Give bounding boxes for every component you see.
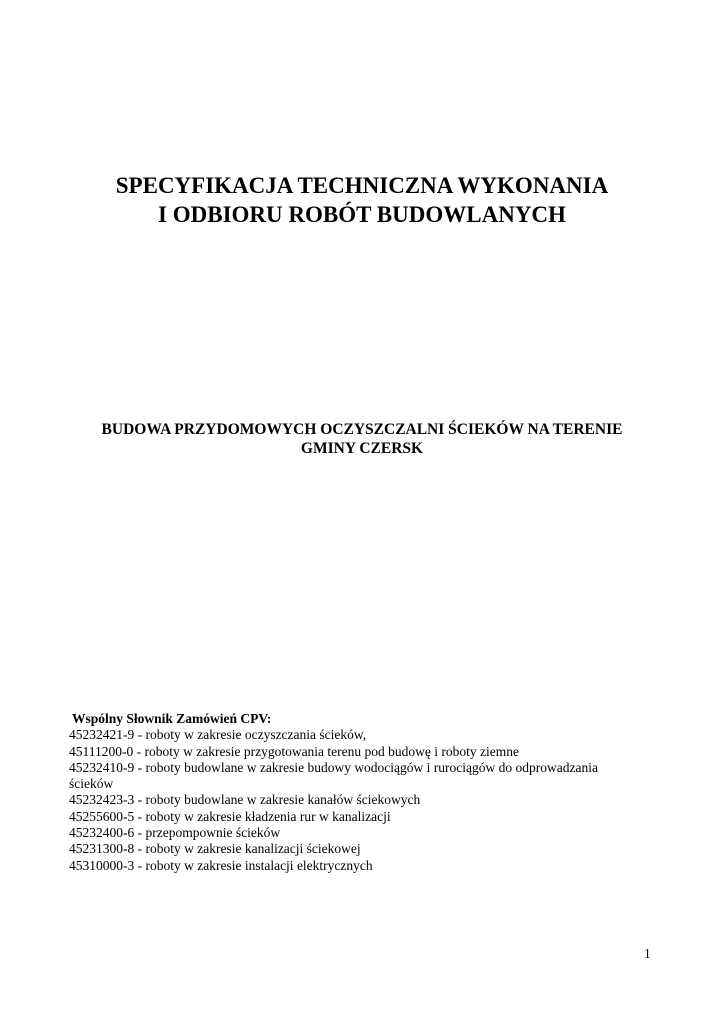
cpv-heading: Wspólny Słownik Zamówień CPV: — [72, 711, 272, 726]
document-title — [0, 171, 724, 229]
cpv-item: 45232423-3 - roboty budowlane w zakresie kanałów ściekowych — [69, 792, 421, 808]
cpv-item: 45310000-3 - roboty w zakresie instalacji elektrycznych — [69, 857, 373, 873]
cpv-item: 45232410-9 - roboty budowlane w zakresie budowy wodociągów i rurociągów do odprowadzania — [69, 759, 598, 775]
cpv-item: ścieków — [69, 776, 114, 792]
cpv-item: 45232400-6 - przepompownie ścieków — [69, 825, 281, 841]
project-subtitle-line-2: GMINY CZERSK — [300, 440, 424, 457]
page-number: 1 — [644, 946, 651, 961]
cpv-item: 45231300-8 - roboty w zakresie kanalizacji ściekowej — [69, 841, 361, 857]
cpv-item: 45255600-5 - roboty w zakresie kładzenia rur w kanalizacji — [69, 808, 391, 824]
cpv-item: 45111200-0 - roboty w zakresie przygotowania terenu pod budowę i roboty ziemne — [69, 743, 519, 759]
project-subtitle — [60, 420, 664, 458]
cpv-section — [69, 711, 669, 874]
cpv-item: 45232421-9 - roboty w zakresie oczyszczania ścieków, — [69, 727, 367, 743]
cpv-list — [69, 727, 669, 874]
document-title-line-1: SPECYFIKACJA TECHNICZNA WYKONANIA — [115, 173, 609, 198]
project-subtitle-line-1: BUDOWA PRZYDOMOWYCH OCZYSZCZALNI ŚCIEKÓW NA TERENIE — [101, 421, 623, 438]
document-title-line-2: I ODBIORU ROBÓT BUDOWLANYCH — [158, 202, 566, 227]
